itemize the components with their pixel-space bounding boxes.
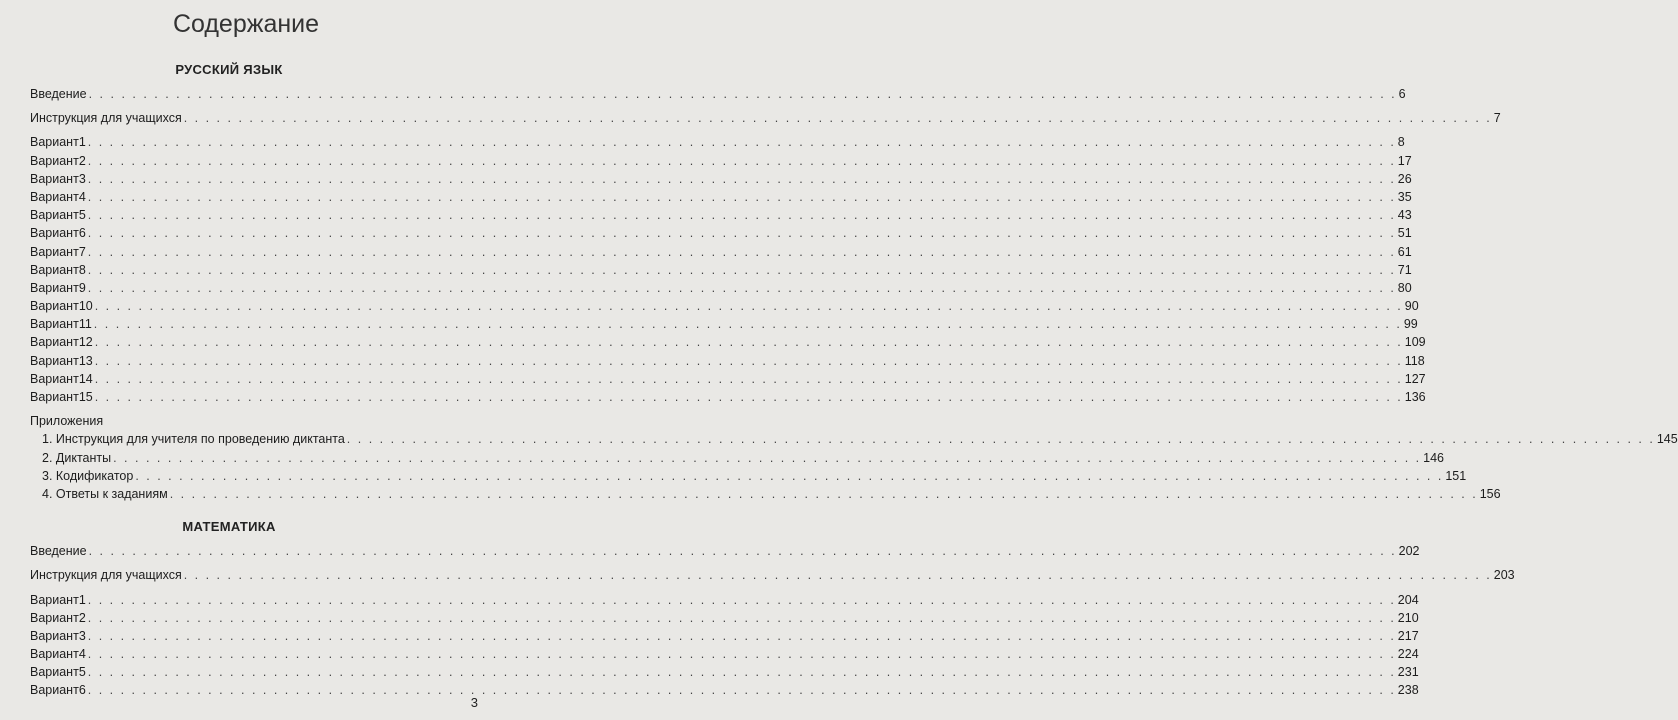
entry-label: Вариант — [30, 628, 79, 643]
toc-entry[interactable] — [30, 370, 1426, 388]
toc-entry[interactable] — [30, 109, 1501, 127]
entry-label: Вариант — [30, 135, 79, 150]
entry-label: Вариант — [30, 353, 79, 368]
leader-dots: . . . . . . . . . . . . . . . . . . . . . . . . . . . . . . . . . . . . . . . . . . . . . . . . . . . . . . . . . . . . . . . . . . . . . . . . . . . . . . . . . . . . . . . . . . . . . . . . . . . . . . . . . . . . . . . . . . . . . . . . — [88, 87, 1397, 101]
entry-label: Вариант — [30, 244, 79, 259]
entry-page: 136 — [1404, 390, 1426, 404]
entry-page: 202 — [1398, 544, 1420, 559]
toc-entry[interactable] — [30, 224, 1412, 242]
leader-dots: . . . . . . . . . . . . . . . . . . . . . . . . . . . . . . . . . . . . . . . . . . . . . . . . . . . . . . . . . . . . . . . . . . . . . . . . . . . . . . . . . . . . . . . . . . . . . . . . . . . . . . . . . . . . . . . . . . . . . . . . — [113, 450, 1422, 465]
leader-dots: . . . . . . . . . . . . . . . . . . . . . . . . . . . . . . . . . . . . . . . . . . . . . . . . . . . . . . . . . . . . . . . . . . . . . . . . . . . . . . . . . . . . . . . . . . . . . . . . . . . . . . . . . . . . . . . . . . . . . . . . — [87, 592, 1396, 607]
entry-number: 3 — [78, 628, 86, 643]
appendix-list — [30, 430, 1678, 503]
toc-entry[interactable] — [30, 170, 1412, 188]
entry-label: Вариант — [30, 208, 79, 223]
entry-page: 71 — [1397, 262, 1412, 277]
entry-label: Вариант — [30, 189, 79, 204]
entry-page: 210 — [1397, 610, 1419, 625]
entry-number: 12 — [78, 335, 93, 350]
entry-label: Вариант — [30, 610, 79, 625]
entry-page: 7 — [1493, 111, 1501, 126]
page-number: 3 — [470, 695, 478, 710]
leader-dots: . . . . . . . . . . . . . . . . . . . . . . . . . . . . . . . . . . . . . . . . . . . . . . . . . . . . . . . . . . . . . . . . . . . . . . . . . . . . . . . . . . . . . . . . . . . . . . . . . . . . . . . . . . . . . . . . . . . . . . . . — [346, 432, 1655, 447]
leader-dots: . . . . . . . . . . . . . . . . . . . . . . . . . . . . . . . . . . . . . . . . . . . . . . . . . . . . . . . . . . . . . . . . . . . . . . . . . . . . . . . . . . . . . . . . . . . . . . . . . . . . . . . . . . . . . . . . . . . . . . . . — [87, 208, 1396, 223]
entry-page: 238 — [1397, 683, 1419, 698]
entry-number: 13 — [78, 353, 93, 368]
leader-dots: . . . . . . . . . . . . . . . . . . . . . . . . . . . . . . . . . . . . . . . . . . . . . . . . . . . . . . . . . . . . . . . . . . . . . . . . . . . . . . . . . . . . . . . . . . . . . . . . . . . . . . . . . . . . . . . . . . . . . . . . — [87, 244, 1396, 259]
toc-entry[interactable] — [30, 261, 1412, 279]
toc-entry[interactable] — [30, 430, 1678, 448]
toc-entry[interactable] — [30, 591, 1419, 609]
entry-number: 1 — [78, 135, 86, 150]
toc-entry[interactable] — [30, 279, 1412, 297]
leader-dots: . . . . . . . . . . . . . . . . . . . . . . . . . . . . . . . . . . . . . . . . . . . . . . . . . . . . . . . . . . . . . . . . . . . . . . . . . . . . . . . . . . . . . . . . . . . . . . . . . . . . . . . . . . . . . . . . . . . . . . . . — [183, 111, 1492, 126]
entry-page: 109 — [1404, 335, 1426, 350]
entry-page: 118 — [1404, 353, 1425, 368]
leader-dots: . . . . . . . . . . . . . . . . . . . . . . . . . . . . . . . . . . . . . . . . . . . . . . . . . . . . . . . . . . . . . . . . . . . . . . . . . . . . . . . . . . . . . . . . . . . . . . . . . . . . . . . . . . . . . . . . . . . . . . . . — [94, 390, 1403, 404]
entry-label: Вариант — [30, 335, 79, 350]
leader-dots: . . . . . . . . . . . . . . . . . . . . . . . . . . . . . . . . . . . . . . . . . . . . . . . . . . . . . . . . . . . . . . . . . . . . . . . . . . . . . . . . . . . . . . . . . . . . . . . . . . . . . . . . . . . . . . . . . . . . . . . . — [87, 189, 1396, 204]
toc-entry[interactable] — [30, 315, 1418, 333]
entry-page: 146 — [1423, 450, 1444, 465]
entry-label: 4. Ответы к заданиям — [42, 486, 168, 501]
entry-number: 7 — [78, 244, 86, 259]
leader-dots: . . . . . . . . . . . . . . . . . . . . . . . . . . . . . . . . . . . . . . . . . . . . . . . . . . . . . . . . . . . . . . . . . . . . . . . . . . . . . . . . . . . . . . . . . . . . . . . . . . . . . . . . . . . . . . . . . . . . . . . . — [87, 610, 1396, 625]
leader-dots: . . . . . . . . . . . . . . . . . . . . . . . . . . . . . . . . . . . . . . . . . . . . . . . . . . . . . . . . . . . . . . . . . . . . . . . . . . . . . . . . . . . . . . . . . . . . . . . . . . . . . . . . . . . . . . . . . . . . . . . . — [88, 544, 1397, 559]
entry-label: Вариант — [30, 171, 79, 186]
entry-page: 26 — [1397, 171, 1412, 186]
leader-dots: . . . . . . . . . . . . . . . . . . . . . . . . . . . . . . . . . . . . . . . . . . . . . . . . . . . . . . . . . . . . . . . . . . . . . . . . . . . . . . . . . . . . . . . . . . . . . . . . . . . . . . . . . . . . . . . . . . . . . . . . — [87, 153, 1396, 168]
entry-number: 5 — [78, 208, 86, 223]
entry-label: 2. Диктанты — [42, 450, 112, 465]
entry-label: 3. Кодификатор — [42, 468, 134, 483]
toc-entry[interactable] — [30, 243, 1412, 261]
section-heading-russian: РУССКИЙ ЯЗЫК — [175, 62, 283, 77]
entry-number: 2 — [78, 610, 86, 625]
entry-label: Вариант — [30, 683, 79, 698]
toc-entry[interactable] — [30, 206, 1412, 224]
variant-list-math — [30, 591, 1419, 700]
entry-number: 1 — [78, 592, 86, 607]
toc-entry[interactable] — [30, 297, 1419, 315]
leader-dots: . . . . . . . . . . . . . . . . . . . . . . . . . . . . . . . . . . . . . . . . . . . . . . . . . . . . . . . . . . . . . . . . . . . . . . . . . . . . . . . . . . . . . . . . . . . . . . . . . . . . . . . . . . . . . . . . . . . . . . . . — [87, 665, 1396, 680]
entry-label: Вариант — [30, 153, 79, 168]
entry-label: Вариант — [30, 390, 79, 404]
entry-page: 231 — [1397, 665, 1419, 680]
entry-page: 61 — [1397, 244, 1412, 259]
entry-page: 90 — [1404, 299, 1419, 314]
entry-page: 51 — [1397, 226, 1412, 241]
entry-label: Вариант — [30, 592, 79, 607]
leader-dots: . . . . . . . . . . . . . . . . . . . . . . . . . . . . . . . . . . . . . . . . . . . . . . . . . . . . . . . . . . . . . . . . . . . . . . . . . . . . . . . . . . . . . . . . . . . . . . . . . . . . . . . . . . . . . . . . . . . . . . . . — [87, 226, 1396, 241]
entry-label: Инструкция для учащихся — [30, 111, 182, 126]
entry-number: 4 — [78, 647, 86, 662]
entry-number: 15 — [78, 390, 93, 404]
entry-label: 1. Инструкция для учителя по проведению диктанта — [42, 432, 345, 447]
toc-entry[interactable] — [30, 485, 1501, 503]
leader-dots: . . . . . . . . . . . . . . . . . . . . . . . . . . . . . . . . . . . . . . . . . . . . . . . . . . . . . . . . . . . . . . . . . . . . . . . . . . . . . . . . . . . . . . . . . . . . . . . . . . . . . . . . . . . . . . . . . . . . . . . . — [87, 628, 1396, 643]
leader-dots: . . . . . . . . . . . . . . . . . . . . . . . . . . . . . . . . . . . . . . . . . . . . . . . . . . . . . . . . . . . . . . . . . . . . . . . . . . . . . . . . . . . . . . . . . . . . . . . . . . . . . . . . . . . . . . . . . . . . . . . . — [169, 486, 1478, 501]
leader-dots: . . . . . . . . . . . . . . . . . . . . . . . . . . . . . . . . . . . . . . . . . . . . . . . . . . . . . . . . . . . . . . . . . . . . . . . . . . . . . . . . . . . . . . . . . . . . . . . . . . . . . . . . . . . . . . . . . . . . . . . . — [135, 468, 1444, 483]
leader-dots: . . . . . . . . . . . . . . . . . . . . . . . . . . . . . . . . . . . . . . . . . . . . . . . . . . . . . . . . . . . . . . . . . . . . . . . . . . . . . . . . . . . . . . . . . . . . . . . . . . . . . . . . . . . . . . . . . . . . . . . . — [94, 335, 1403, 350]
toc-entry[interactable] — [30, 467, 1467, 485]
entry-page: 156 — [1479, 486, 1501, 501]
entry-label: Вариант — [30, 280, 79, 295]
entry-label: Вариант — [30, 371, 79, 386]
entry-page: 6 — [1398, 87, 1406, 101]
leader-dots: . . . . . . . . . . . . . . . . . . . . . . . . . . . . . . . . . . . . . . . . . . . . . . . . . . . . . . . . . . . . . . . . . . . . . . . . . . . . . . . . . . . . . . . . . . . . . . . . . . . . . . . . . . . . . . . . . . . . . . . . — [93, 317, 1402, 332]
entry-label: Вариант — [30, 226, 79, 241]
entry-page: 145 — [1656, 432, 1678, 447]
leader-dots: . . . . . . . . . . . . . . . . . . . . . . . . . . . . . . . . . . . . . . . . . . . . . . . . . . . . . . . . . . . . . . . . . . . . . . . . . . . . . . . . . . . . . . . . . . . . . . . . . . . . . . . . . . . . . . . . . . . . . . . . — [87, 683, 1396, 698]
leader-dots: . . . . . . . . . . . . . . . . . . . . . . . . . . . . . . . . . . . . . . . . . . . . . . . . . . . . . . . . . . . . . . . . . . . . . . . . . . . . . . . . . . . . . . . . . . . . . . . . . . . . . . . . . . . . . . . . . . . . . . . . — [87, 135, 1396, 150]
leader-dots: . . . . . . . . . . . . . . . . . . . . . . . . . . . . . . . . . . . . . . . . . . . . . . . . . . . . . . . . . . . . . . . . . . . . . . . . . . . . . . . . . . . . . . . . . . . . . . . . . . . . . . . . . . . . . . . . . . . . . . . . — [94, 299, 1403, 314]
entry-page: 99 — [1403, 317, 1418, 332]
entry-number: 5 — [78, 665, 86, 680]
toc-entry[interactable] — [30, 645, 1419, 663]
toc-entry[interactable] — [30, 566, 1515, 584]
entry-label: Введение — [30, 87, 87, 101]
toc-entry[interactable] — [30, 609, 1419, 627]
leader-dots: . . . . . . . . . . . . . . . . . . . . . . . . . . . . . . . . . . . . . . . . . . . . . . . . . . . . . . . . . . . . . . . . . . . . . . . . . . . . . . . . . . . . . . . . . . . . . . . . . . . . . . . . . . . . . . . . . . . . . . . . — [87, 171, 1396, 186]
leader-dots: . . . . . . . . . . . . . . . . . . . . . . . . . . . . . . . . . . . . . . . . . . . . . . . . . . . . . . . . . . . . . . . . . . . . . . . . . . . . . . . . . . . . . . . . . . . . . . . . . . . . . . . . . . . . . . . . . . . . . . . . — [94, 353, 1403, 368]
toc-entry[interactable] — [30, 133, 1405, 151]
entry-number: 9 — [78, 280, 86, 295]
leader-dots: . . . . . . . . . . . . . . . . . . . . . . . . . . . . . . . . . . . . . . . . . . . . . . . . . . . . . . . . . . . . . . . . . . . . . . . . . . . . . . . . . . . . . . . . . . . . . . . . . . . . . . . . . . . . . . . . . . . . . . . . — [94, 371, 1403, 386]
entry-page: 203 — [1493, 568, 1515, 583]
toc-entry[interactable] — [30, 188, 1412, 206]
entry-page: 217 — [1397, 628, 1419, 643]
table-of-contents — [30, 62, 1678, 700]
toc-entry[interactable] — [30, 663, 1419, 681]
entry-number: 3 — [78, 171, 86, 186]
entry-page: 224 — [1397, 647, 1419, 662]
entry-number: 4 — [78, 189, 86, 204]
toc-entry[interactable] — [30, 333, 1426, 351]
toc-entry[interactable] — [30, 352, 1425, 370]
entry-page: 43 — [1397, 208, 1412, 223]
appendix-label: Приложения — [30, 414, 104, 429]
toc-entry[interactable] — [30, 388, 1426, 406]
variant-list-russian — [30, 133, 1426, 406]
entry-label: Вариант — [30, 317, 79, 332]
entry-page: 204 — [1397, 592, 1419, 607]
entry-number: 11 — [78, 317, 92, 332]
leader-dots: . . . . . . . . . . . . . . . . . . . . . . . . . . . . . . . . . . . . . . . . . . . . . . . . . . . . . . . . . . . . . . . . . . . . . . . . . . . . . . . . . . . . . . . . . . . . . . . . . . . . . . . . . . . . . . . . . . . . . . . . — [183, 568, 1492, 583]
leader-dots: . . . . . . . . . . . . . . . . . . . . . . . . . . . . . . . . . . . . . . . . . . . . . . . . . . . . . . . . . . . . . . . . . . . . . . . . . . . . . . . . . . . . . . . . . . . . . . . . . . . . . . . . . . . . . . . . . . . . . . . . — [87, 280, 1396, 295]
toc-entry[interactable] — [30, 627, 1419, 645]
toc-entry[interactable] — [30, 681, 1419, 699]
leader-dots: . . . . . . . . . . . . . . . . . . . . . . . . . . . . . . . . . . . . . . . . . . . . . . . . . . . . . . . . . . . . . . . . . . . . . . . . . . . . . . . . . . . . . . . . . . . . . . . . . . . . . . . . . . . . . . . . . . . . . . . . — [87, 647, 1396, 662]
toc-entry[interactable] — [30, 542, 1420, 560]
entry-page: 127 — [1404, 371, 1426, 386]
entry-label: Вариант — [30, 262, 79, 277]
entry-label: Вариант — [30, 299, 79, 314]
entry-number: 6 — [78, 683, 86, 698]
entry-page: 17 — [1397, 153, 1412, 168]
entry-page: 35 — [1397, 189, 1412, 204]
entry-page: 8 — [1397, 135, 1405, 150]
entry-page: 151 — [1445, 468, 1467, 483]
page-title: Содержание — [172, 10, 320, 38]
section-heading-math: МАТЕМАТИКА — [182, 519, 276, 535]
entry-label: Инструкция для учащихся — [30, 568, 182, 583]
entry-label: Вариант — [30, 665, 79, 680]
entry-page: 80 — [1397, 280, 1412, 295]
entry-number: 8 — [78, 262, 86, 277]
entry-label: Введение — [30, 544, 87, 559]
entry-number: 10 — [78, 299, 93, 314]
entry-number: 6 — [78, 226, 86, 241]
toc-entry[interactable] — [30, 85, 1406, 103]
toc-entry[interactable] — [30, 152, 1412, 170]
entry-number: 14 — [78, 371, 93, 386]
leader-dots: . . . . . . . . . . . . . . . . . . . . . . . . . . . . . . . . . . . . . . . . . . . . . . . . . . . . . . . . . . . . . . . . . . . . . . . . . . . . . . . . . . . . . . . . . . . . . . . . . . . . . . . . . . . . . . . . . . . . . . . . — [87, 262, 1396, 277]
entry-label: Вариант — [30, 647, 79, 662]
toc-entry[interactable] — [30, 449, 1444, 467]
entry-number: 2 — [78, 153, 86, 168]
